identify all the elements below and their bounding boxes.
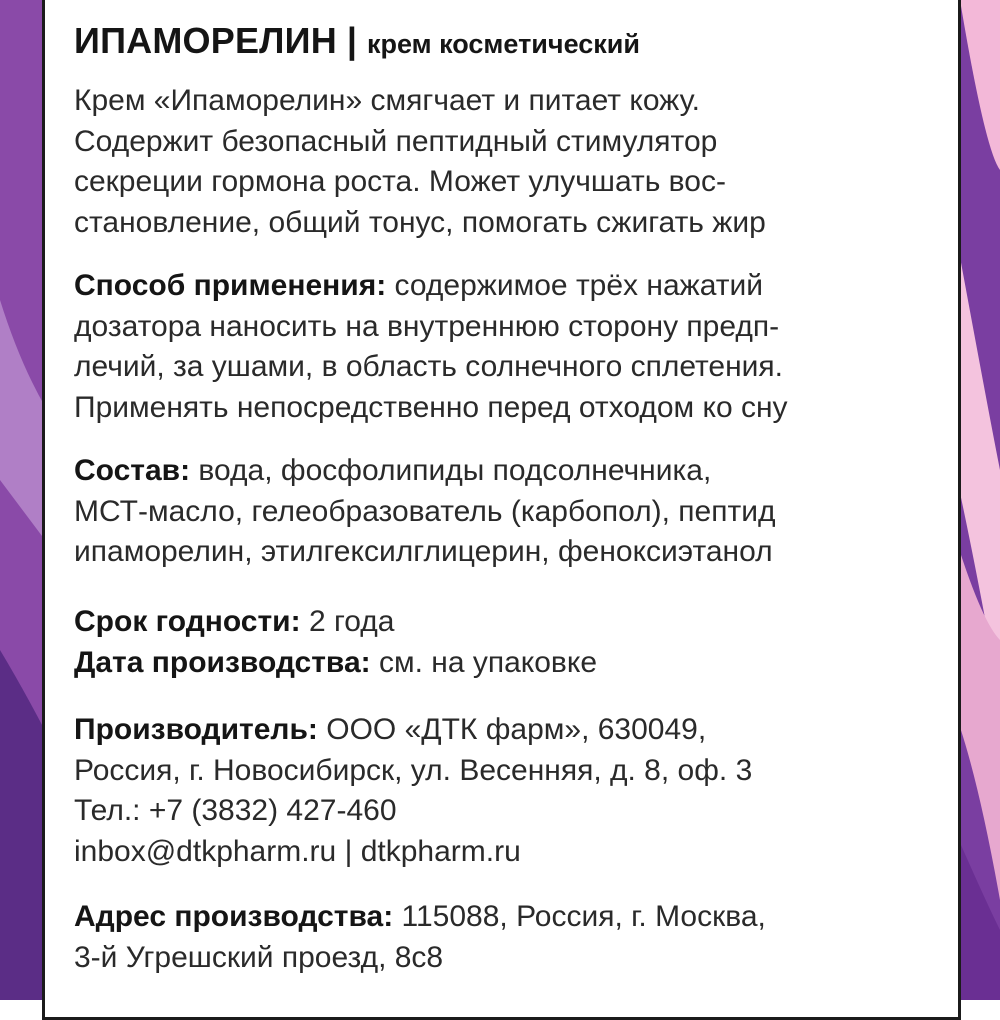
usage-label: Способ применения: (74, 269, 387, 302)
production-address-line: 3-й Угрешский проезд, 8с8 (74, 940, 444, 974)
description-line: секреции гормона роста. Может улучшать вос- (74, 165, 726, 199)
manufacturer-phone: Тел.: +7 (3832) 427-460 (74, 794, 397, 828)
production-address-text: 115088, Россия, г. Москва, (393, 900, 766, 933)
title-separator: | (346, 20, 357, 61)
product-title (74, 20, 640, 62)
composition-block (74, 451, 954, 573)
manufacturer-label: Производитель: (74, 713, 318, 746)
description-line: Содержит безопасный пептидный стимулятор (74, 124, 718, 158)
shelf-life-value: 2 года (300, 605, 395, 638)
production-date-label: Дата производства: (74, 645, 371, 679)
production-address-block (74, 897, 954, 978)
usage-block (74, 266, 954, 429)
usage-line: лечий, за ушами, в область солнечного сплетения. (74, 350, 784, 384)
manufacturer-contacts: inbox@dtkpharm.ru | dtkpharm.ru (74, 835, 521, 869)
description-line: становление, общий тонус, помогать сжигать жир (74, 206, 766, 240)
composition-text: вода, фосфолипиды подсолнечника, (190, 454, 712, 487)
manufacturer-address: Россия, г. Новосибирск, ул. Весенняя, д. 8, оф. 3 (74, 753, 753, 787)
product-type: крем косметический (366, 29, 640, 59)
description-line: Крем «Ипаморелин» смягчает и питает кожу. (74, 84, 700, 117)
production-date-value: см. на упаковке (370, 645, 598, 679)
usage-line: Применять непосредственно перед отходом ко сну (74, 391, 788, 425)
product-name: ИПАМОРЕЛИН (74, 20, 337, 61)
composition-line: МСТ-масло, гелеобразователь (карбопол), пептид (74, 494, 776, 528)
manufacturer-block (74, 710, 954, 873)
description-block (74, 81, 954, 244)
shelf-life-label: Срок годности: (74, 605, 301, 638)
manufacturer-name: ООО «ДТК фарм», 630049, (317, 713, 707, 746)
composition-label: Состав: (74, 454, 191, 487)
composition-line: ипаморелин, этилгексилглицерин, феноксиэтанол (74, 535, 773, 569)
usage-text: содержимое трёх нажатий (386, 269, 763, 302)
dates-block (74, 602, 954, 683)
usage-line: дозатора наносить на внутреннюю сторону предп- (74, 309, 780, 343)
production-address-label: Адрес производства: (74, 900, 394, 933)
